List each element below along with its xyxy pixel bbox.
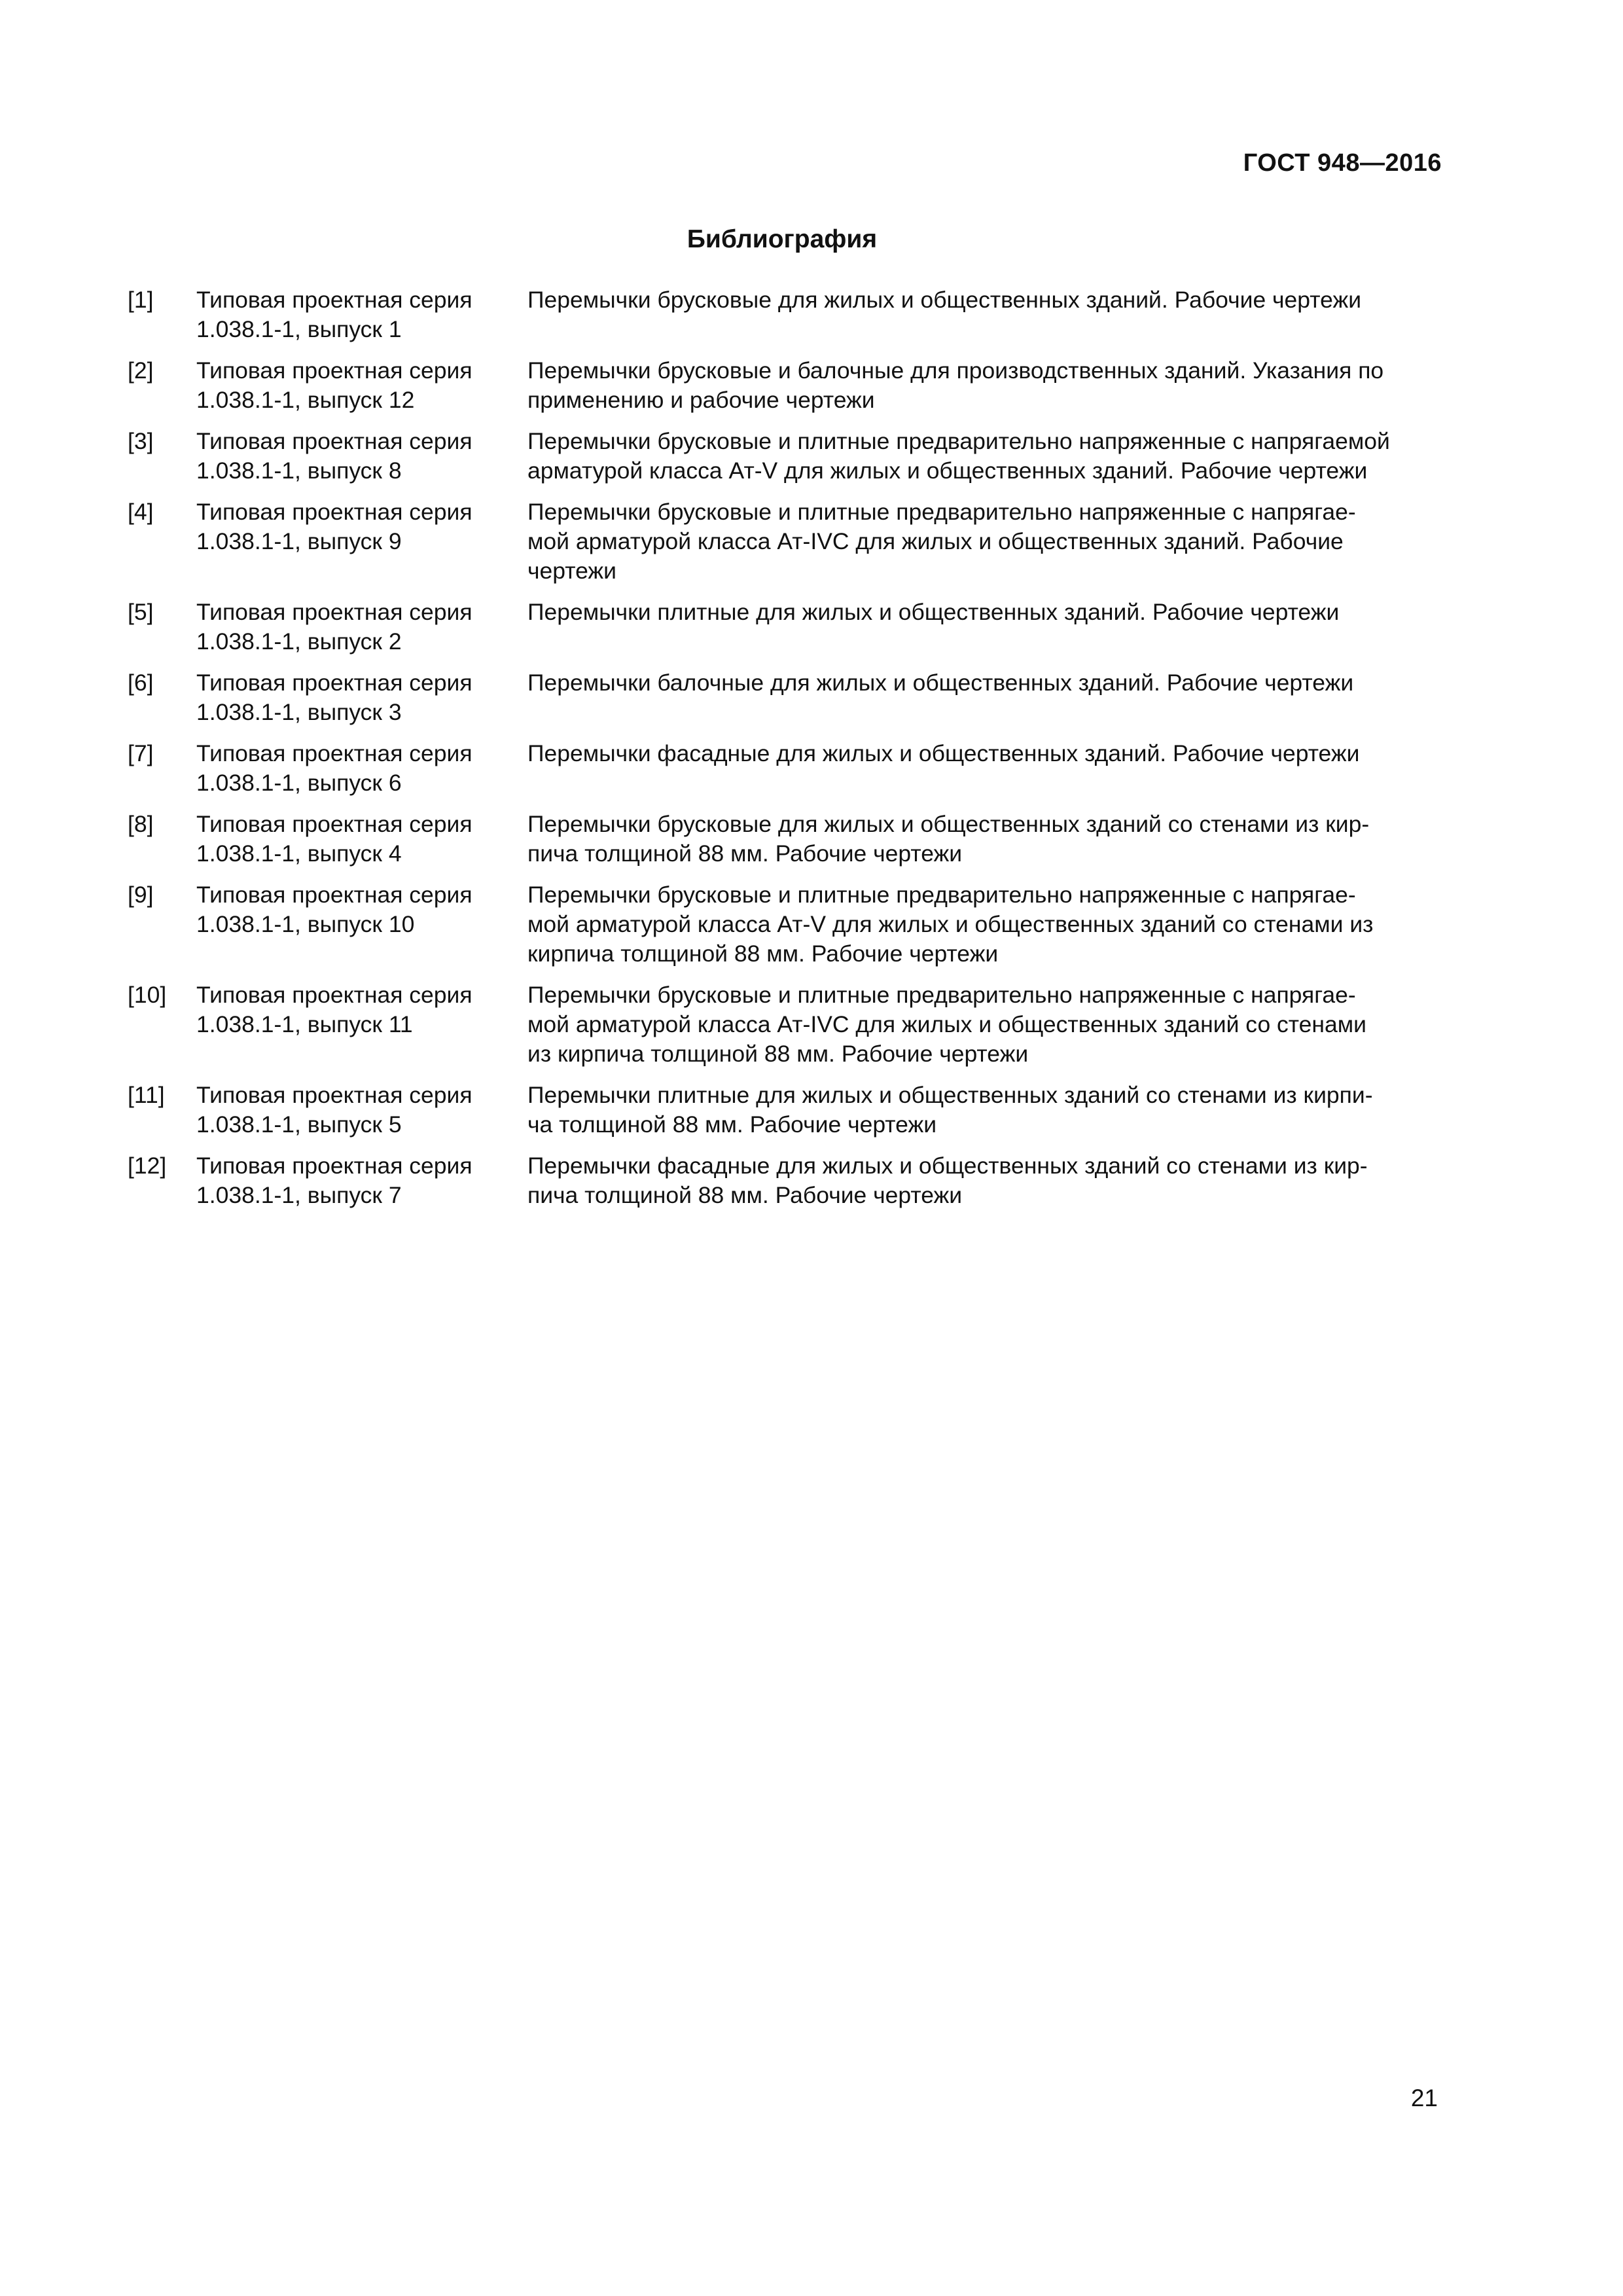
entry-description: Перемычки брусковые и плитные предварительно напряженные с напрягае- мой арматурой класса Ат-IVC для жилых и общественных зданий со стенами из кирпича толщиной 88 мм. Рабочие чертежи — [527, 982, 1366, 1067]
entry-number: [4] — [128, 499, 154, 525]
entry-description: Перемычки брусковые для жилых и общественных зданий со стенами из кир- пича толщиной 88 мм. Рабочие чертежи — [527, 811, 1370, 867]
entry-number: [12] — [128, 1153, 167, 1179]
bibliography-entry — [128, 598, 1433, 656]
entry-number: [1] — [128, 287, 154, 313]
bibliography-entry — [128, 980, 1433, 1069]
bibliography-entry — [128, 1151, 1433, 1210]
bibliography-entry — [128, 880, 1433, 969]
bibliography-entry — [128, 285, 1433, 344]
entry-number: [10] — [128, 982, 167, 1008]
entry-number: [6] — [128, 670, 154, 696]
entry-number: [9] — [128, 882, 154, 908]
entry-description: Перемычки балочные для жилых и общественных зданий. Рабочие чертежи — [527, 670, 1354, 696]
bibliography-entry — [128, 427, 1433, 486]
entry-number: [5] — [128, 599, 154, 625]
entry-series: Типовая проектная серия 1.038.1-1, выпуск 12 — [196, 357, 473, 413]
bibliography-entry — [128, 1081, 1433, 1139]
entry-description: Перемычки брусковые для жилых и общественных зданий. Рабочие чертежи — [527, 287, 1362, 313]
entry-number: [7] — [128, 740, 154, 766]
entry-series: Типовая проектная серия 1.038.1-1, выпуск 1 — [196, 287, 473, 342]
bibliography-entry — [128, 810, 1433, 869]
bibliography-entry — [128, 668, 1433, 727]
entry-series: Типовая проектная серия 1.038.1-1, выпуск 3 — [196, 670, 473, 725]
entry-series: Типовая проектная серия 1.038.1-1, выпуск 5 — [196, 1082, 473, 1138]
entry-description: Перемычки плитные для жилых и общественных зданий. Рабочие чертежи — [527, 599, 1340, 625]
bibliography-entry — [128, 356, 1433, 415]
entry-series: Типовая проектная серия 1.038.1-1, выпуск 2 — [196, 599, 473, 655]
entry-description: Перемычки плитные для жилых и общественных зданий со стенами из кирпи- ча толщиной 88 мм. Рабочие чертежи — [527, 1082, 1373, 1138]
bibliography-entry — [128, 497, 1433, 586]
section-title: Библиография — [687, 225, 878, 253]
entry-number: [11] — [128, 1082, 165, 1108]
entry-series: Типовая проектная серия 1.038.1-1, выпуск 10 — [196, 882, 473, 937]
bibliography-entry — [128, 739, 1433, 798]
entry-series: Типовая проектная серия 1.038.1-1, выпуск 8 — [196, 428, 473, 484]
entry-number: [2] — [128, 357, 154, 384]
entry-series: Типовая проектная серия 1.038.1-1, выпуск 4 — [196, 811, 473, 867]
entry-series: Типовая проектная серия 1.038.1-1, выпуск 9 — [196, 499, 473, 554]
page-number: 21 — [1410, 2085, 1438, 2111]
bibliography-list — [128, 285, 1433, 1222]
entry-description: Перемычки брусковые и плитные предварительно напряженные с напрягае- мой арматурой класса Ат-IVC для жилых и общественных зданий. Рабочие чертежи — [527, 499, 1356, 584]
entry-description: Перемычки фасадные для жилых и общественных зданий. Рабочие чертежи — [527, 740, 1360, 766]
entry-number: [8] — [128, 811, 154, 837]
entry-description: Перемычки брусковые и плитные предварительно напряженные с напрягаемой арматурой класса Ат-V для жилых и общественных зданий. Рабочие чертежи — [527, 428, 1390, 484]
document-code: ГОСТ 948—2016 — [1243, 149, 1442, 177]
entry-series: Типовая проектная серия 1.038.1-1, выпуск 7 — [196, 1153, 473, 1208]
entry-series: Типовая проектная серия 1.038.1-1, выпуск 6 — [196, 740, 473, 796]
entry-description: Перемычки фасадные для жилых и общественных зданий со стенами из кир- пича толщиной 88 мм. Рабочие чертежи — [527, 1153, 1368, 1208]
entry-description: Перемычки брусковые и балочные для производственных зданий. Указания по применению и рабочие чертежи — [527, 357, 1384, 413]
entry-description: Перемычки брусковые и плитные предварительно напряженные с напрягае- мой арматурой класса Ат-V для жилых и общественных зданий со стенами из кирпича толщиной 88 мм. Рабочие чертежи — [527, 882, 1374, 967]
entry-number: [3] — [128, 428, 154, 454]
entry-series: Типовая проектная серия 1.038.1-1, выпуск 11 — [196, 982, 473, 1037]
